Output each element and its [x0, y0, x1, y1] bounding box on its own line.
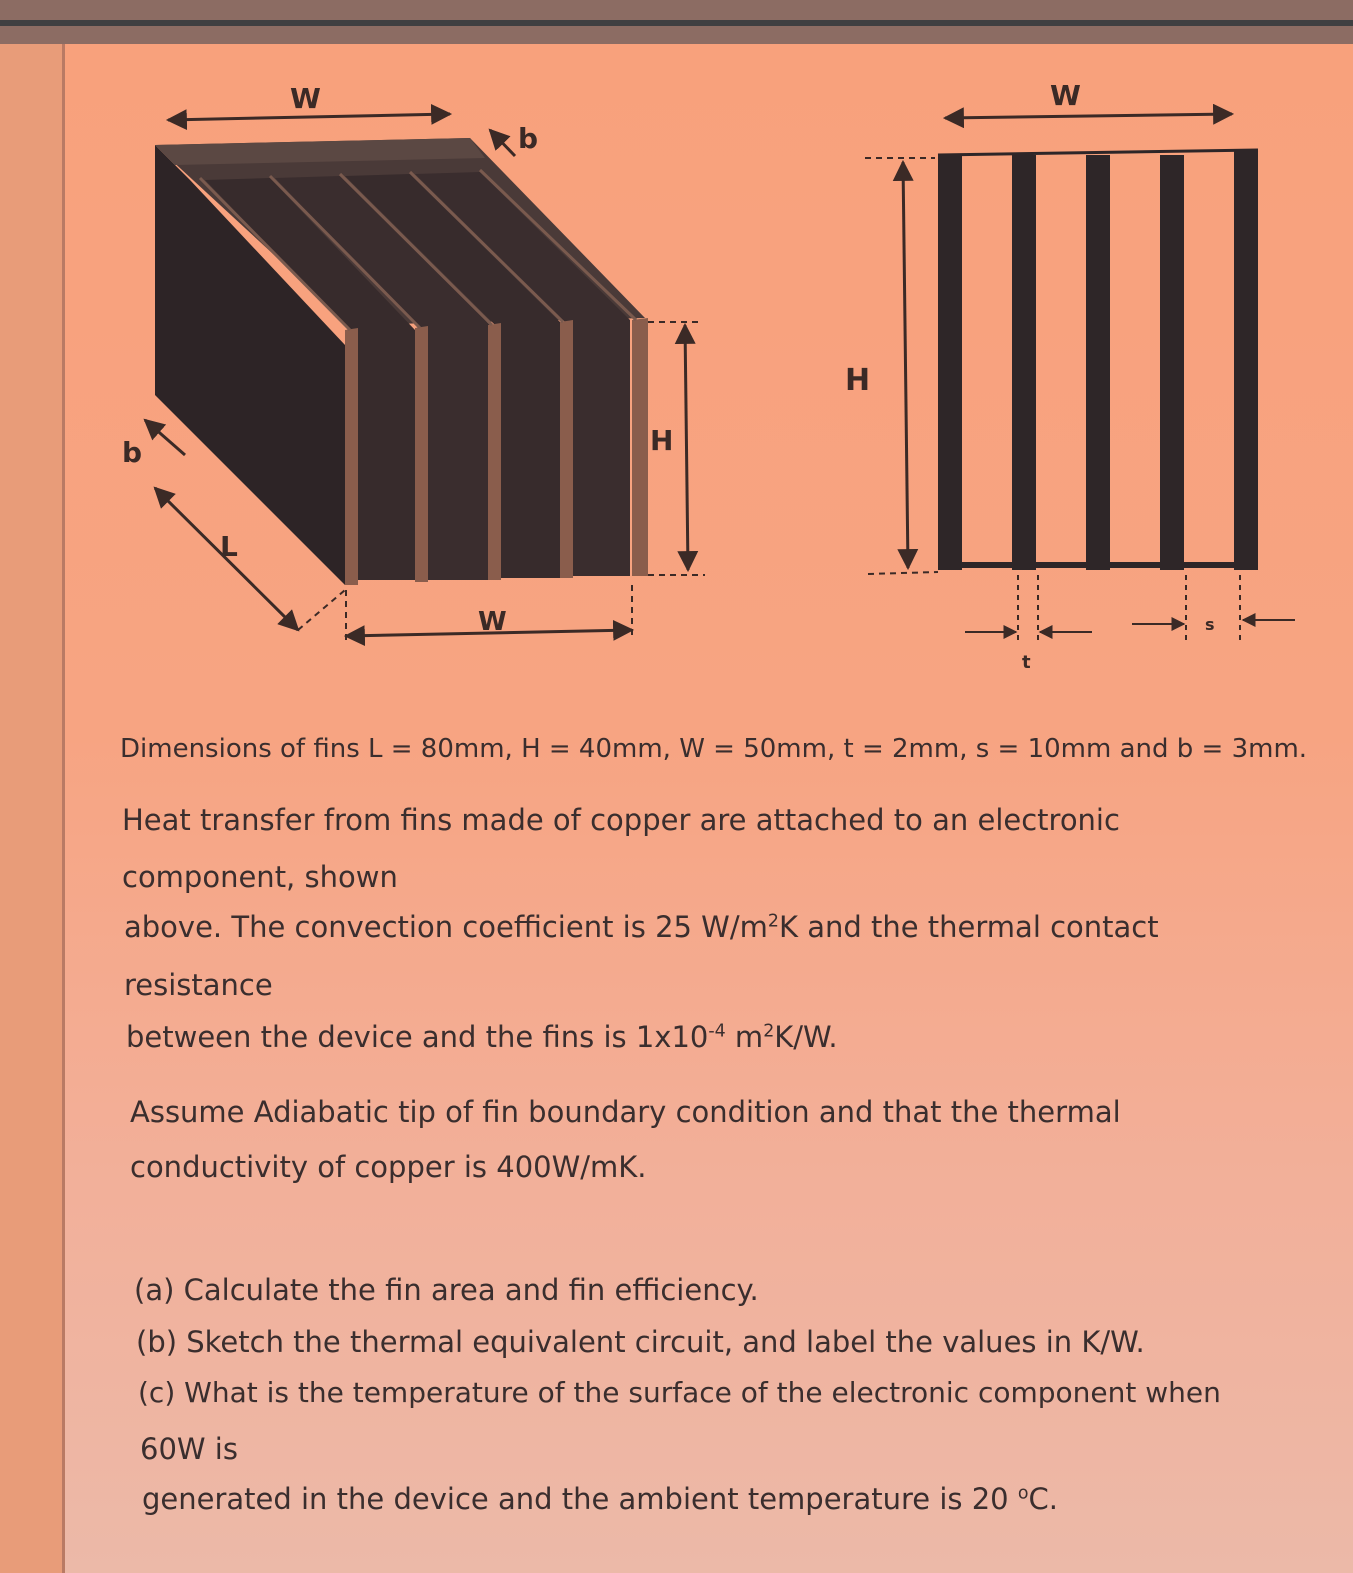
- question-c-line-3: generated in the device and the ambient temperature is 20 $^o$C.: [142, 1482, 1058, 1516]
- label-W-top-right: W: [1050, 79, 1081, 112]
- width-dimension-line-right: [945, 114, 1232, 118]
- label-w-top-left: W: [290, 82, 321, 115]
- length-extension-line: [298, 590, 345, 630]
- heat-sink-3d-drawing: [155, 138, 648, 585]
- label-w-bottom: W: [478, 607, 507, 637]
- base-thickness-arrow-left: [145, 420, 185, 455]
- problem-text-line-3: above. The convection coefficient is 25 $W/m^2K$ and the thermal contact: [124, 910, 1159, 944]
- problem-text-line-1: Heat transfer from fins made of copper are attached to an electronic: [122, 803, 1120, 837]
- heat-sink-figure: [0, 0, 1353, 700]
- label-s: s: [1205, 615, 1215, 634]
- label-L: L: [220, 530, 238, 563]
- problem-text-line-5: between the device and the fins is $1x10^{-4}$ $m^2K/W$.: [126, 1020, 838, 1054]
- height-extension-bottom-right: [868, 572, 938, 574]
- height-dimension-line-left: [685, 325, 688, 570]
- problem-text-line-4: resistance: [124, 968, 273, 1002]
- label-H-left: H: [650, 424, 674, 457]
- question-c-line-1: (c) What is the temperature of the surface of the electronic component when: [138, 1376, 1221, 1409]
- question-b: (b) Sketch the thermal equivalent circuit, and label the values in K/W.: [136, 1325, 1145, 1359]
- base-thickness-arrow-top: [490, 130, 515, 156]
- label-b-top: b: [518, 122, 539, 155]
- assumption-line-2: conductivity of copper is 400W/mK.: [130, 1150, 647, 1184]
- question-a: (a) Calculate the fin area and fin efficiency.: [134, 1273, 759, 1307]
- heat-sink-front-view: [938, 150, 1258, 570]
- label-H-right: H: [845, 363, 871, 398]
- height-dimension-line-right: [903, 162, 908, 568]
- assumption-line-1: Assume Adiabatic tip of fin boundary condition and that the thermal: [130, 1095, 1121, 1129]
- question-c-line-2: 60W is: [140, 1432, 238, 1466]
- label-t: t: [1022, 652, 1031, 673]
- label-b-left: b: [122, 436, 143, 469]
- dimensions-caption: Dimensions of fins L = 80mm, H = 40mm, W = 50mm, t = 2mm, s = 10mm and b = 3mm.: [120, 734, 1308, 764]
- problem-text-line-2: component, shown: [122, 860, 398, 894]
